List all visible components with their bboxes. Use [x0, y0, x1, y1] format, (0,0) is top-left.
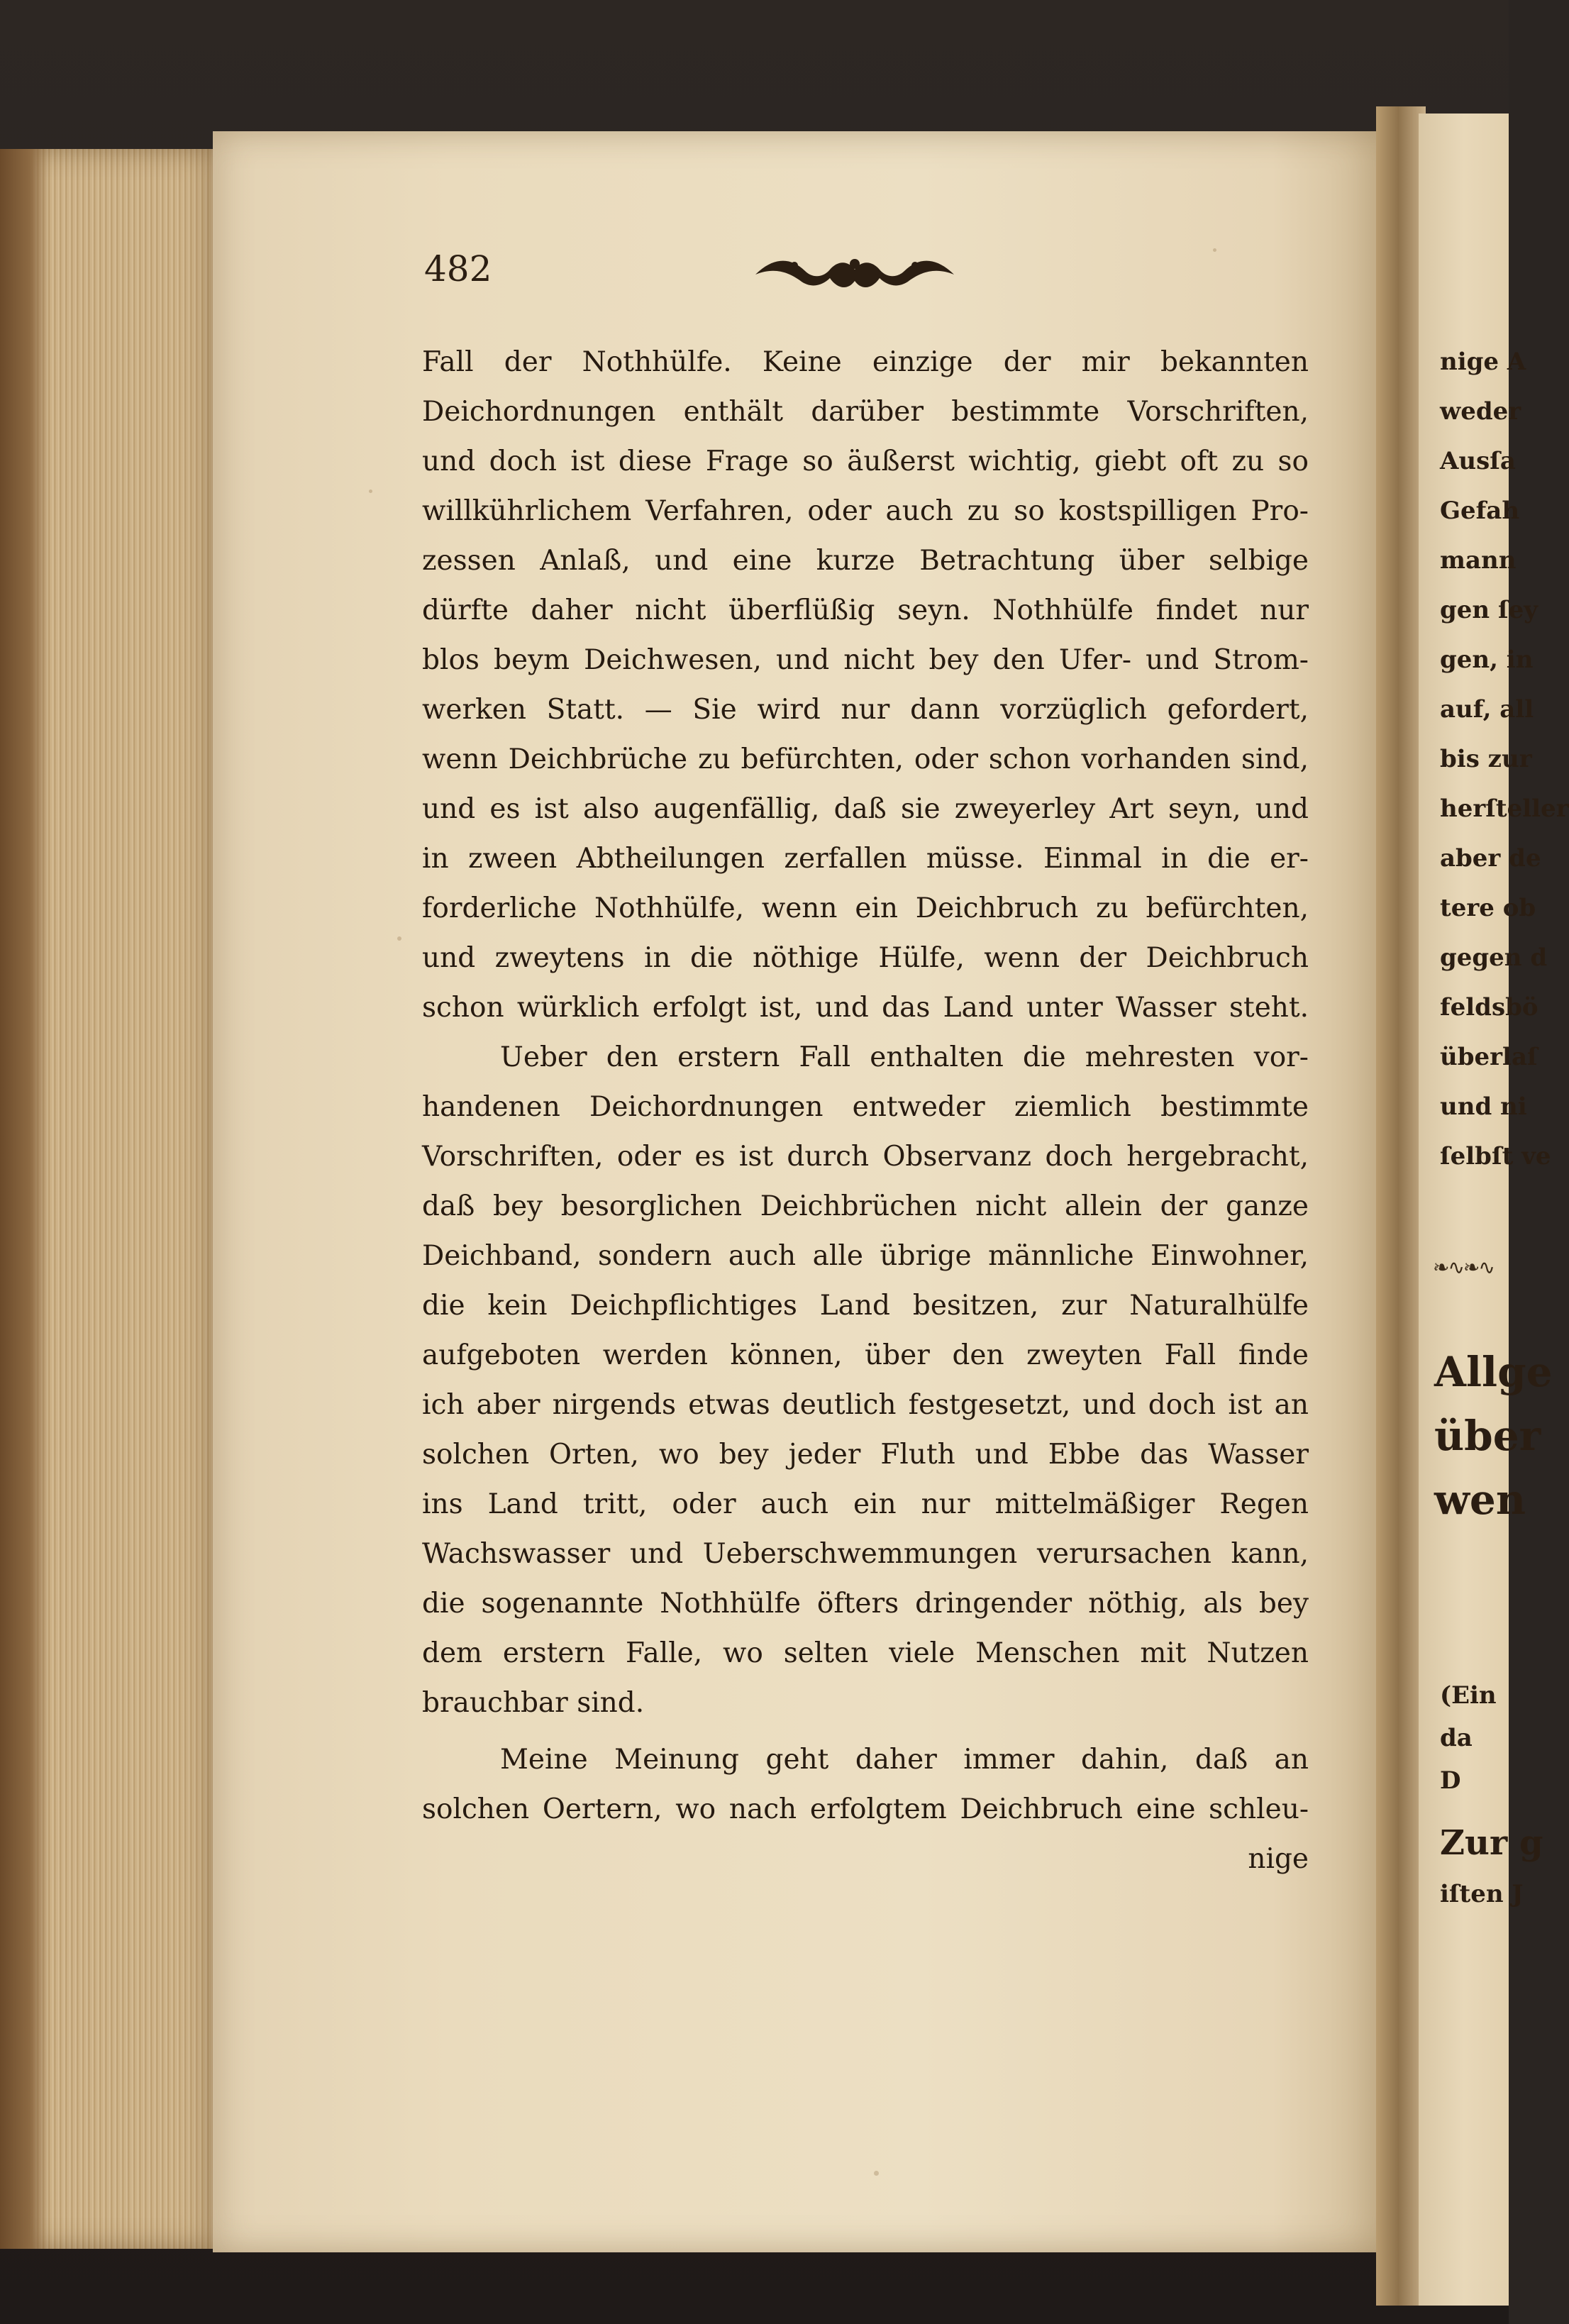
text-line: solchen Oertern, wo nach erfolgtem Deichbruch eine schleu- — [422, 1793, 1309, 1825]
text-line: aufgeboten werden können, über den zweyten Fall finde — [422, 1339, 1309, 1371]
text-line: Wachswasser und Ueberschwemmungen verursachen kann, — [422, 1538, 1309, 1570]
text-line: und es ist also augenfällig, daß sie zweyerley Art seyn, und — [422, 793, 1309, 825]
facing-line: feldsbö — [1440, 993, 1538, 1022]
facing-line: weder — [1440, 397, 1521, 426]
facing-page — [1419, 114, 1569, 2306]
text-line: brauchbar sind. — [422, 1687, 645, 1719]
text-line: dem erstern Falle, wo selten viele Menschen mit Nutzen — [422, 1637, 1309, 1669]
text-line: dürfte daher nicht überflüßig seyn. Nothhülfe findet nur — [422, 594, 1309, 626]
page-edges-shadow — [0, 149, 50, 2249]
facing-line: bis zur — [1440, 745, 1532, 773]
paper-speck — [1213, 248, 1216, 252]
facing-line: mann — [1440, 546, 1517, 575]
text-line: die sogenannte Nothhülfe öfters dringender nöthig, als bey — [422, 1588, 1309, 1620]
facing-line: iſten J — [1440, 1880, 1524, 1908]
facing-line: (Ein — [1440, 1681, 1497, 1710]
facing-line: Ausſa — [1440, 447, 1516, 475]
facing-line: D — [1440, 1766, 1461, 1795]
facing-line: da — [1440, 1724, 1473, 1752]
body-text — [422, 338, 1309, 1884]
text-line: blos beym Deichwesen, und nicht bey den Ufer- und Strom- — [422, 644, 1309, 676]
facing-line: gen ſey — [1440, 596, 1538, 624]
facing-line: gegen d — [1440, 944, 1548, 972]
text-line: wenn Deichbrüche zu befürchten, oder schon vorhanden sind, — [422, 743, 1309, 775]
facing-line: Zur g — [1440, 1823, 1543, 1863]
facing-line: nige A — [1440, 348, 1526, 376]
text-line: handenen Deichordnungen entweder ziemlich bestimmte — [422, 1091, 1309, 1123]
facing-heading-line: wen — [1434, 1476, 1526, 1524]
paper-speck — [874, 2171, 879, 2176]
catchword: nige — [1248, 1843, 1309, 1875]
text-line: zessen Anlaß, und eine kurze Betrachtung über selbige — [422, 545, 1309, 577]
facing-line: gen, in — [1440, 646, 1534, 674]
text-line: Ueber den erstern Fall enthalten die mehresten vor- — [500, 1041, 1309, 1073]
text-line: Meine Meinung geht daher immer dahin, daß an — [500, 1744, 1309, 1776]
facing-line: und ni — [1440, 1092, 1527, 1121]
facing-heading-line: über — [1434, 1412, 1541, 1460]
text-line: werken Statt. — Sie wird nur dann vorzüglich gefordert, — [422, 694, 1309, 726]
facing-line: tere ob — [1440, 894, 1536, 922]
printers-ornament-icon — [752, 250, 958, 299]
text-line: forderliche Nothhülfe, wenn ein Deichbruch zu befürchten, — [422, 892, 1309, 924]
facing-line: herſteller — [1440, 795, 1569, 823]
text-line: und doch ist diese Frage so äußerst wichtig, giebt oft zu so — [422, 446, 1309, 477]
text-line: die kein Deichpflichtiges Land besitzen, zur Naturalhülfe — [422, 1290, 1309, 1322]
facing-line: auf, all — [1440, 695, 1534, 724]
text-line: und zweytens in die nöthige Hülfe, wenn der Deichbruch — [422, 942, 1309, 974]
text-line: schon würklich erfolgt ist, und das Land unter Wasser steht. — [422, 992, 1309, 1024]
facing-line: überlaſ — [1440, 1043, 1538, 1071]
text-line: Vorschriften, oder es ist durch Observanz doch hergebracht, — [422, 1141, 1309, 1173]
facing-line: aber de — [1440, 844, 1541, 873]
text-line: daß bey besorglichen Deichbrüchen nicht allein der ganze — [422, 1190, 1309, 1222]
text-line: ins Land tritt, oder auch ein nur mittelmäßiger Regen — [422, 1488, 1309, 1520]
facing-line: ſelbſt ve — [1440, 1142, 1551, 1171]
paper-speck — [369, 489, 372, 493]
text-line: solchen Orten, wo bey jeder Fluth und Ebbe das Wasser — [422, 1439, 1309, 1471]
facing-heading-line: Allge — [1434, 1348, 1553, 1396]
paper-speck — [397, 936, 401, 941]
text-line: ich aber nirgends etwas deutlich festgesetzt, und doch ist an — [422, 1389, 1309, 1421]
facing-line: Gefah — [1440, 497, 1520, 525]
text-line: Deichband, sondern auch alle übrige männliche Einwohner, — [422, 1240, 1309, 1272]
page-number: 482 — [424, 248, 492, 289]
text-line: Deichordnungen enthält darüber bestimmte Vorschriften, — [422, 396, 1309, 428]
text-line: in zween Abtheilungen zerfallen müsse. Einmal in die er- — [422, 843, 1309, 875]
text-line: willkührlichem Verfahren, oder auch zu so kostspilligen Pro- — [422, 495, 1309, 527]
facing-ornament-icon: ❧∿❧∿ — [1433, 1256, 1494, 1279]
text-line: Fall der Nothhülfe. Keine einzige der mir bekannten — [422, 346, 1309, 378]
